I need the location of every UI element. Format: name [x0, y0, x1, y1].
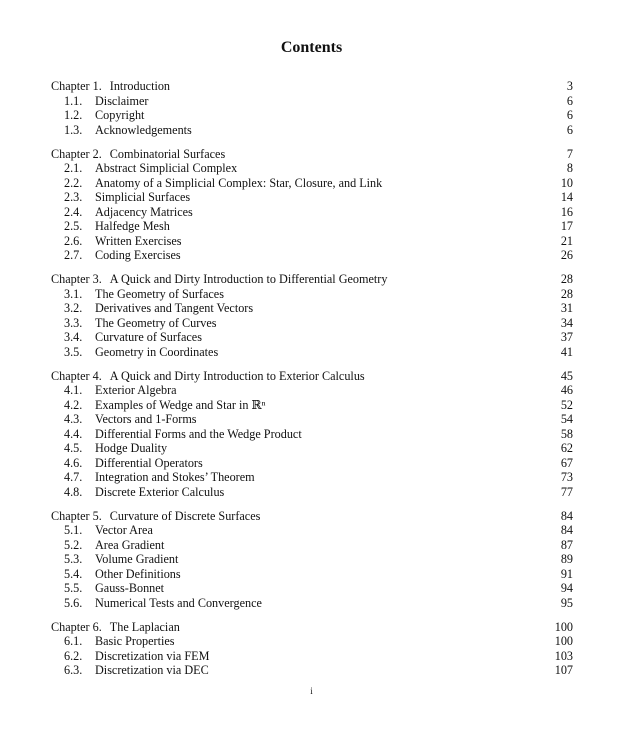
chapter-entry[interactable] [51, 369, 573, 384]
section-page-number: 94 [560, 581, 573, 595]
section-title: Area Gradient [95, 537, 165, 552]
section-title: Basic Properties [95, 634, 175, 648]
section-entry[interactable] [51, 470, 573, 485]
section-title: The Geometry of Curves [95, 315, 217, 330]
section-entry[interactable] [51, 523, 573, 538]
section-page-number: 14 [560, 190, 573, 204]
section-page-number: 21 [560, 233, 573, 248]
section-number: 4.3. [64, 412, 83, 426]
table-of-contents [51, 79, 573, 687]
section-entry[interactable] [51, 412, 573, 427]
section-title: Volume Gradient [95, 552, 179, 566]
section-entry[interactable] [51, 108, 573, 123]
chapter-label: Chapter 2. [51, 146, 102, 161]
section-page-number: 77 [560, 484, 573, 499]
page-title: Contents [280, 39, 343, 56]
chapter-title: The Laplacian [109, 619, 180, 634]
chapter-block [51, 369, 573, 500]
chapter-entry[interactable] [51, 147, 573, 162]
section-entry[interactable] [51, 316, 573, 331]
section-page-number: 87 [560, 537, 573, 552]
chapter-block [51, 147, 573, 263]
chapter-title: A Quick and Dirty Introduction to Exterior Calculus [109, 368, 365, 383]
section-page-number: 67 [560, 455, 573, 470]
page-number-footer: i [310, 686, 313, 696]
section-entry[interactable] [51, 398, 573, 413]
section-title: Numerical Tests and Convergence [95, 595, 262, 610]
section-entry[interactable] [51, 248, 573, 263]
chapter-title: Curvature of Discrete Surfaces [109, 508, 261, 523]
section-title: Vectors and 1-Forms [95, 412, 197, 426]
section-title: Vector Area [95, 523, 153, 537]
section-entry[interactable] [51, 94, 573, 109]
section-entry[interactable] [51, 596, 573, 611]
section-entry[interactable] [51, 663, 573, 678]
section-page-number: 84 [560, 523, 573, 537]
section-entry[interactable] [51, 538, 573, 553]
section-page-number: 16 [560, 204, 573, 219]
chapter-block [51, 272, 573, 359]
section-number: 4.1. [64, 383, 83, 397]
section-number: 1.2. [64, 108, 83, 122]
section-number: 2.5. [64, 219, 83, 233]
section-number: 3.2. [64, 301, 83, 315]
section-title: Geometry in Coordinates [95, 344, 219, 359]
section-title: Discretization via FEM [95, 648, 210, 663]
section-title: Halfedge Mesh [95, 219, 170, 233]
chapter-page-number: 45 [560, 368, 573, 383]
section-entry[interactable] [51, 441, 573, 456]
chapter-block [51, 79, 573, 137]
section-page-number: 6 [566, 108, 573, 122]
section-title: The Geometry of Surfaces [95, 286, 224, 301]
section-title: Differential Forms and the Wedge Product [95, 426, 302, 441]
section-number: 4.6. [64, 455, 83, 470]
section-page-number: 17 [560, 219, 573, 233]
section-number: 4.7. [64, 470, 83, 484]
section-title: Examples of Wedge and Star in ℝⁿ [95, 397, 266, 412]
section-page-number: 95 [560, 595, 573, 610]
section-page-number: 62 [560, 441, 573, 455]
section-page-number: 54 [560, 412, 573, 426]
section-page-number: 52 [560, 397, 573, 412]
section-title: Anatomy of a Simplicial Complex: Star, Closure, and Link [95, 175, 383, 190]
section-entry[interactable] [51, 176, 573, 191]
section-title: Acknowledgements [95, 122, 192, 137]
section-number: 3.3. [64, 315, 83, 330]
chapter-label: Chapter 4. [51, 368, 102, 383]
section-entry[interactable] [51, 581, 573, 596]
section-entry[interactable] [51, 485, 573, 500]
section-entry[interactable] [51, 234, 573, 249]
section-page-number: 26 [560, 248, 573, 262]
section-title: Abstract Simplicial Complex [95, 161, 238, 175]
section-title: Discrete Exterior Calculus [95, 484, 225, 499]
chapter-page-number: 100 [554, 619, 573, 634]
section-page-number: 73 [560, 470, 573, 484]
section-entry[interactable] [51, 634, 573, 649]
chapter-label: Chapter 3. [51, 272, 102, 286]
section-number: 4.8. [64, 484, 83, 499]
section-page-number: 89 [560, 552, 573, 566]
section-title: Gauss-Bonnet [95, 581, 165, 595]
chapter-label: Chapter 1. [51, 79, 102, 93]
section-number: 3.4. [64, 330, 83, 344]
section-page-number: 37 [560, 330, 573, 344]
section-page-number: 100 [554, 634, 573, 648]
section-page-number: 34 [560, 315, 573, 330]
section-page-number: 6 [566, 93, 573, 108]
section-title: Hodge Duality [95, 441, 168, 455]
chapter-label: Chapter 6. [51, 619, 102, 634]
section-title: Differential Operators [95, 455, 203, 470]
section-title: Simplicial Surfaces [95, 190, 191, 204]
chapter-entry[interactable] [51, 620, 573, 635]
section-number: 1.3. [64, 122, 83, 137]
section-entry[interactable] [51, 301, 573, 316]
section-number: 1.1. [64, 93, 83, 108]
chapter-block [51, 620, 573, 678]
section-page-number: 31 [560, 301, 573, 315]
section-title: Other Definitions [95, 566, 181, 581]
chapter-entry[interactable] [51, 509, 573, 524]
chapter-title: A Quick and Dirty Introduction to Differential Geometry [109, 272, 388, 286]
section-title: Integration and Stokes’ Theorem [95, 470, 255, 484]
section-page-number: 107 [554, 663, 573, 677]
section-number: 2.7. [64, 248, 83, 262]
section-number: 3.5. [64, 344, 83, 359]
section-title: Exterior Algebra [95, 383, 177, 397]
section-entry[interactable] [51, 219, 573, 234]
section-entry[interactable] [51, 190, 573, 205]
section-page-number: 46 [560, 383, 573, 397]
section-number: 6.3. [64, 663, 83, 677]
section-entry[interactable] [51, 161, 573, 176]
chapter-entry[interactable] [51, 79, 573, 94]
section-entry[interactable] [51, 552, 573, 567]
chapter-page-number: 3 [566, 79, 573, 93]
section-number: 3.1. [64, 286, 83, 301]
section-page-number: 10 [560, 175, 573, 190]
section-title: Adjacency Matrices [95, 204, 193, 219]
section-entry[interactable] [51, 383, 573, 398]
section-page-number: 41 [560, 344, 573, 359]
section-page-number: 91 [560, 566, 573, 581]
section-title: Copyright [95, 108, 145, 122]
chapter-page-number: 7 [566, 146, 573, 161]
section-title: Coding Exercises [95, 248, 181, 262]
section-page-number: 28 [560, 286, 573, 301]
section-page-number: 58 [560, 426, 573, 441]
chapter-page-number: 84 [560, 508, 573, 523]
section-page-number: 8 [566, 161, 573, 175]
section-number: 4.2. [64, 397, 83, 412]
chapter-label: Chapter 5. [51, 508, 102, 523]
section-number: 2.1. [64, 161, 83, 175]
section-entry[interactable] [51, 330, 573, 345]
chapter-entry[interactable] [51, 272, 573, 287]
section-entry[interactable] [51, 456, 573, 471]
section-number: 5.6. [64, 595, 83, 610]
section-number: 2.3. [64, 190, 83, 204]
chapter-block [51, 509, 573, 611]
section-number: 6.2. [64, 648, 83, 663]
section-entry[interactable] [51, 427, 573, 442]
section-number: 2.4. [64, 204, 83, 219]
section-number: 5.4. [64, 566, 83, 581]
section-title: Curvature of Surfaces [95, 330, 202, 344]
chapter-page-number: 28 [560, 272, 573, 286]
section-entry[interactable] [51, 649, 573, 664]
section-number: 6.1. [64, 634, 83, 648]
section-number: 2.6. [64, 233, 83, 248]
section-entry[interactable] [51, 123, 573, 138]
section-page-number: 6 [566, 122, 573, 137]
section-entry[interactable] [51, 567, 573, 582]
section-entry[interactable] [51, 205, 573, 220]
section-title: Derivatives and Tangent Vectors [95, 301, 254, 315]
section-entry[interactable] [51, 287, 573, 302]
section-page-number: 103 [554, 648, 573, 663]
section-number: 2.2. [64, 175, 83, 190]
section-title: Disclaimer [95, 93, 149, 108]
section-number: 5.2. [64, 537, 83, 552]
section-number: 5.1. [64, 523, 83, 537]
section-number: 4.4. [64, 426, 83, 441]
chapter-title: Combinatorial Surfaces [109, 146, 226, 161]
section-number: 4.5. [64, 441, 83, 455]
section-title: Written Exercises [95, 233, 182, 248]
section-number: 5.5. [64, 581, 83, 595]
chapter-title: Introduction [109, 79, 171, 93]
section-entry[interactable] [51, 345, 573, 360]
section-title: Discretization via DEC [95, 663, 209, 677]
section-number: 5.3. [64, 552, 83, 566]
